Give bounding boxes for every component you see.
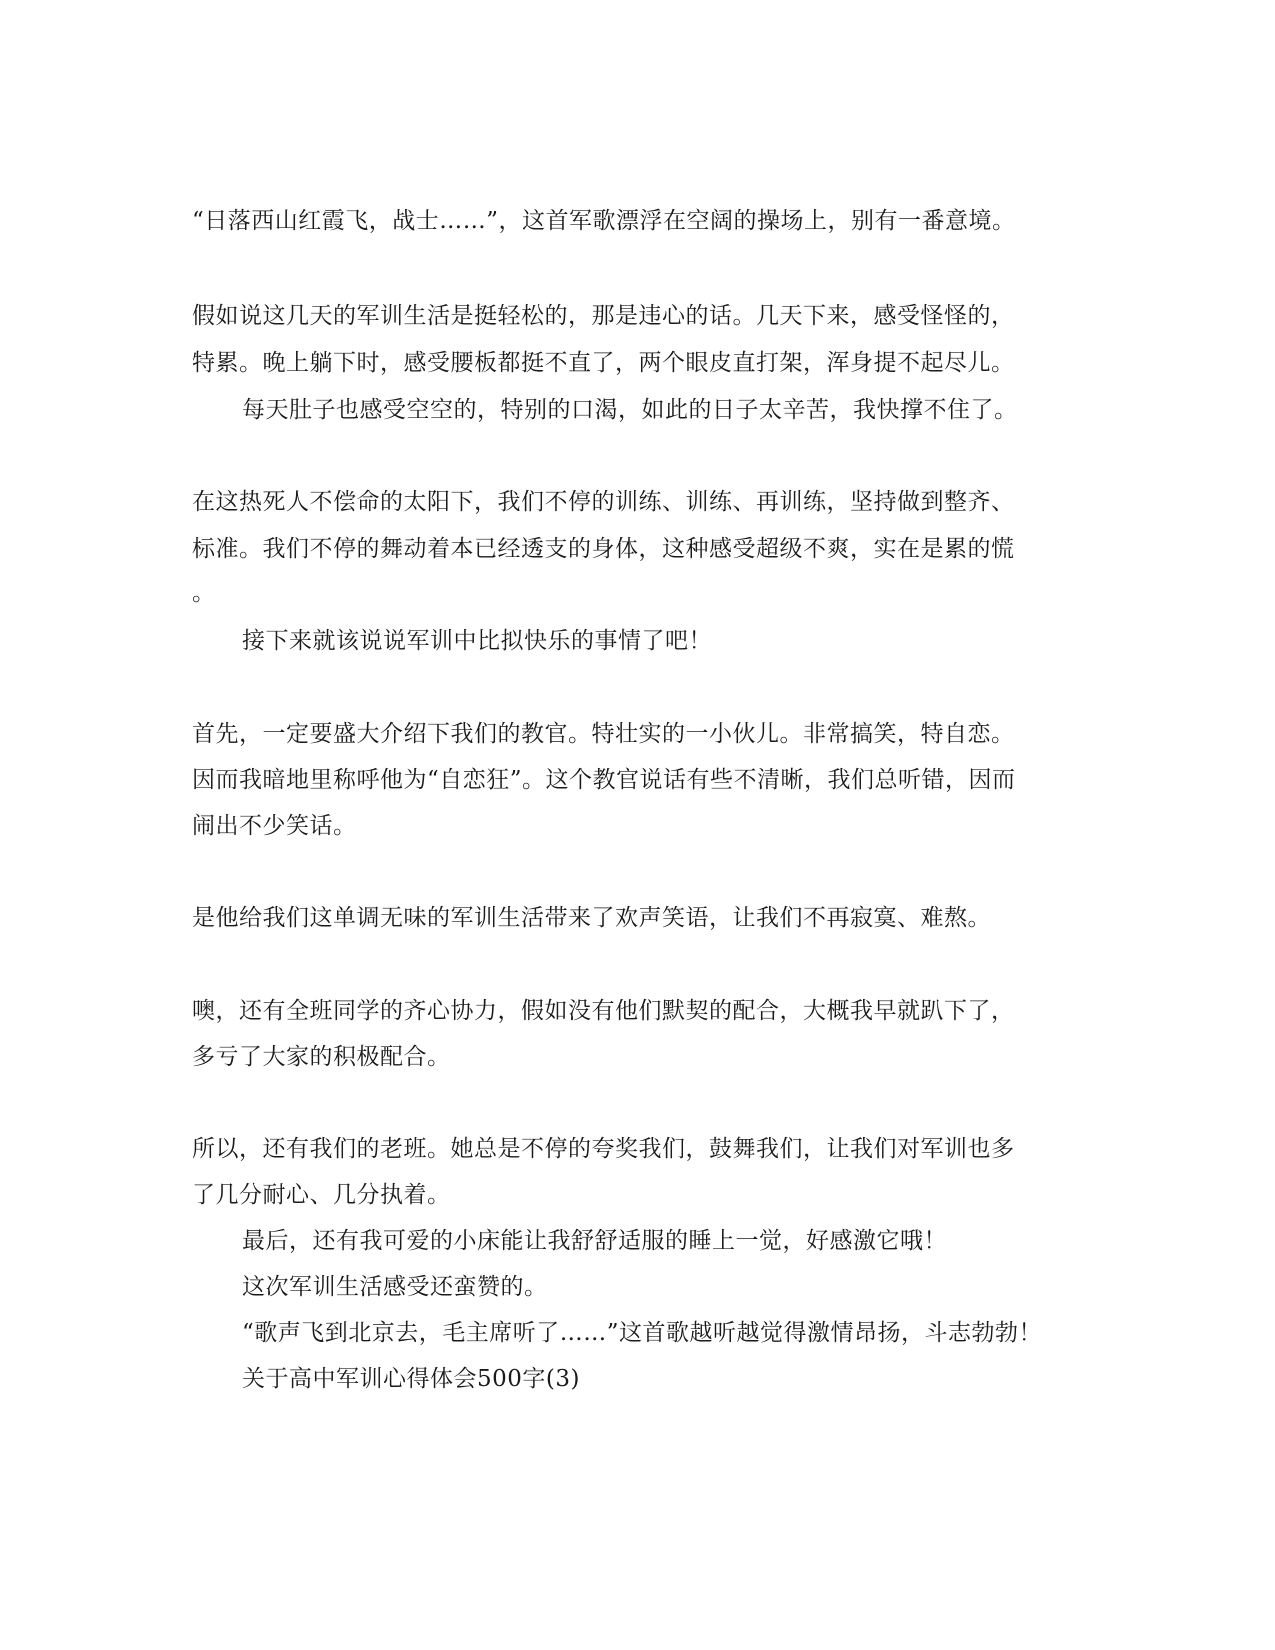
text-line: 所以，还有我们的老班。她总是不停的夸奖我们，鼓舞我们，让我们对军训也多 bbox=[192, 1136, 1015, 1162]
text-line: 多亏了大家的积极配合。 bbox=[192, 1044, 451, 1070]
text-line: 这次军训生活感受还蛮赞的。 bbox=[242, 1274, 548, 1300]
text-line: “日落西山红霞飞，战士……”，这首军歌漂浮在空阔的操场上，别有一番意境。 bbox=[192, 208, 1016, 234]
text-line: 噢，还有全班同学的齐心协力，假如没有他们默契的配合，大概我早就趴下了， bbox=[192, 998, 1015, 1024]
text-line: 闹出不少笑话。 bbox=[192, 813, 357, 839]
text-line: 首先，一定要盛大介绍下我们的教官。特壮实的一小伙儿。非常搞笑，特自恋。 bbox=[192, 721, 1015, 747]
text-line: 关于高中军训心得体会500字(3) bbox=[242, 1366, 580, 1392]
text-line: 因而我暗地里称呼他为“自恋狂”。这个教官说话有些不清晰，我们总听错，因而 bbox=[192, 767, 1016, 793]
text-line: 了几分耐心、几分执着。 bbox=[192, 1182, 451, 1208]
text-line: 接下来就该说说军训中比拟快乐的事情了吧！ bbox=[242, 628, 712, 654]
text-line: 标准。我们不停的舞动着本已经透支的身体，这种感受超级不爽，实在是累的慌 bbox=[192, 536, 1015, 562]
text-line: 是他给我们这单调无味的军训生活带来了欢声笑语，让我们不再寂寞、难熬。 bbox=[192, 905, 991, 931]
text-line: 在这热死人不偿命的太阳下，我们不停的训练、训练、再训练，坚持做到整齐、 bbox=[192, 489, 1015, 515]
text-line: 假如说这几天的军训生活是挺轻松的，那是违心的话。几天下来，感受怪怪的， bbox=[192, 303, 1015, 329]
text-line: 最后，还有我可爱的小床能让我舒舒适服的睡上一觉，好感激它哦！ bbox=[242, 1228, 947, 1254]
text-line: 每天肚子也感受空空的，特别的口渴，如此的日子太辛苦，我快撑不住了。 bbox=[242, 397, 1018, 423]
text-line: 特累。晚上躺下时，感受腰板都挺不直了，两个眼皮直打架，浑身提不起尽儿。 bbox=[192, 350, 1015, 376]
text-line: “歌声飞到北京去，毛主席听了……”这首歌越听越觉得激情昂扬，斗志勃勃！ bbox=[242, 1320, 1043, 1346]
text-line: 。 bbox=[192, 580, 216, 606]
